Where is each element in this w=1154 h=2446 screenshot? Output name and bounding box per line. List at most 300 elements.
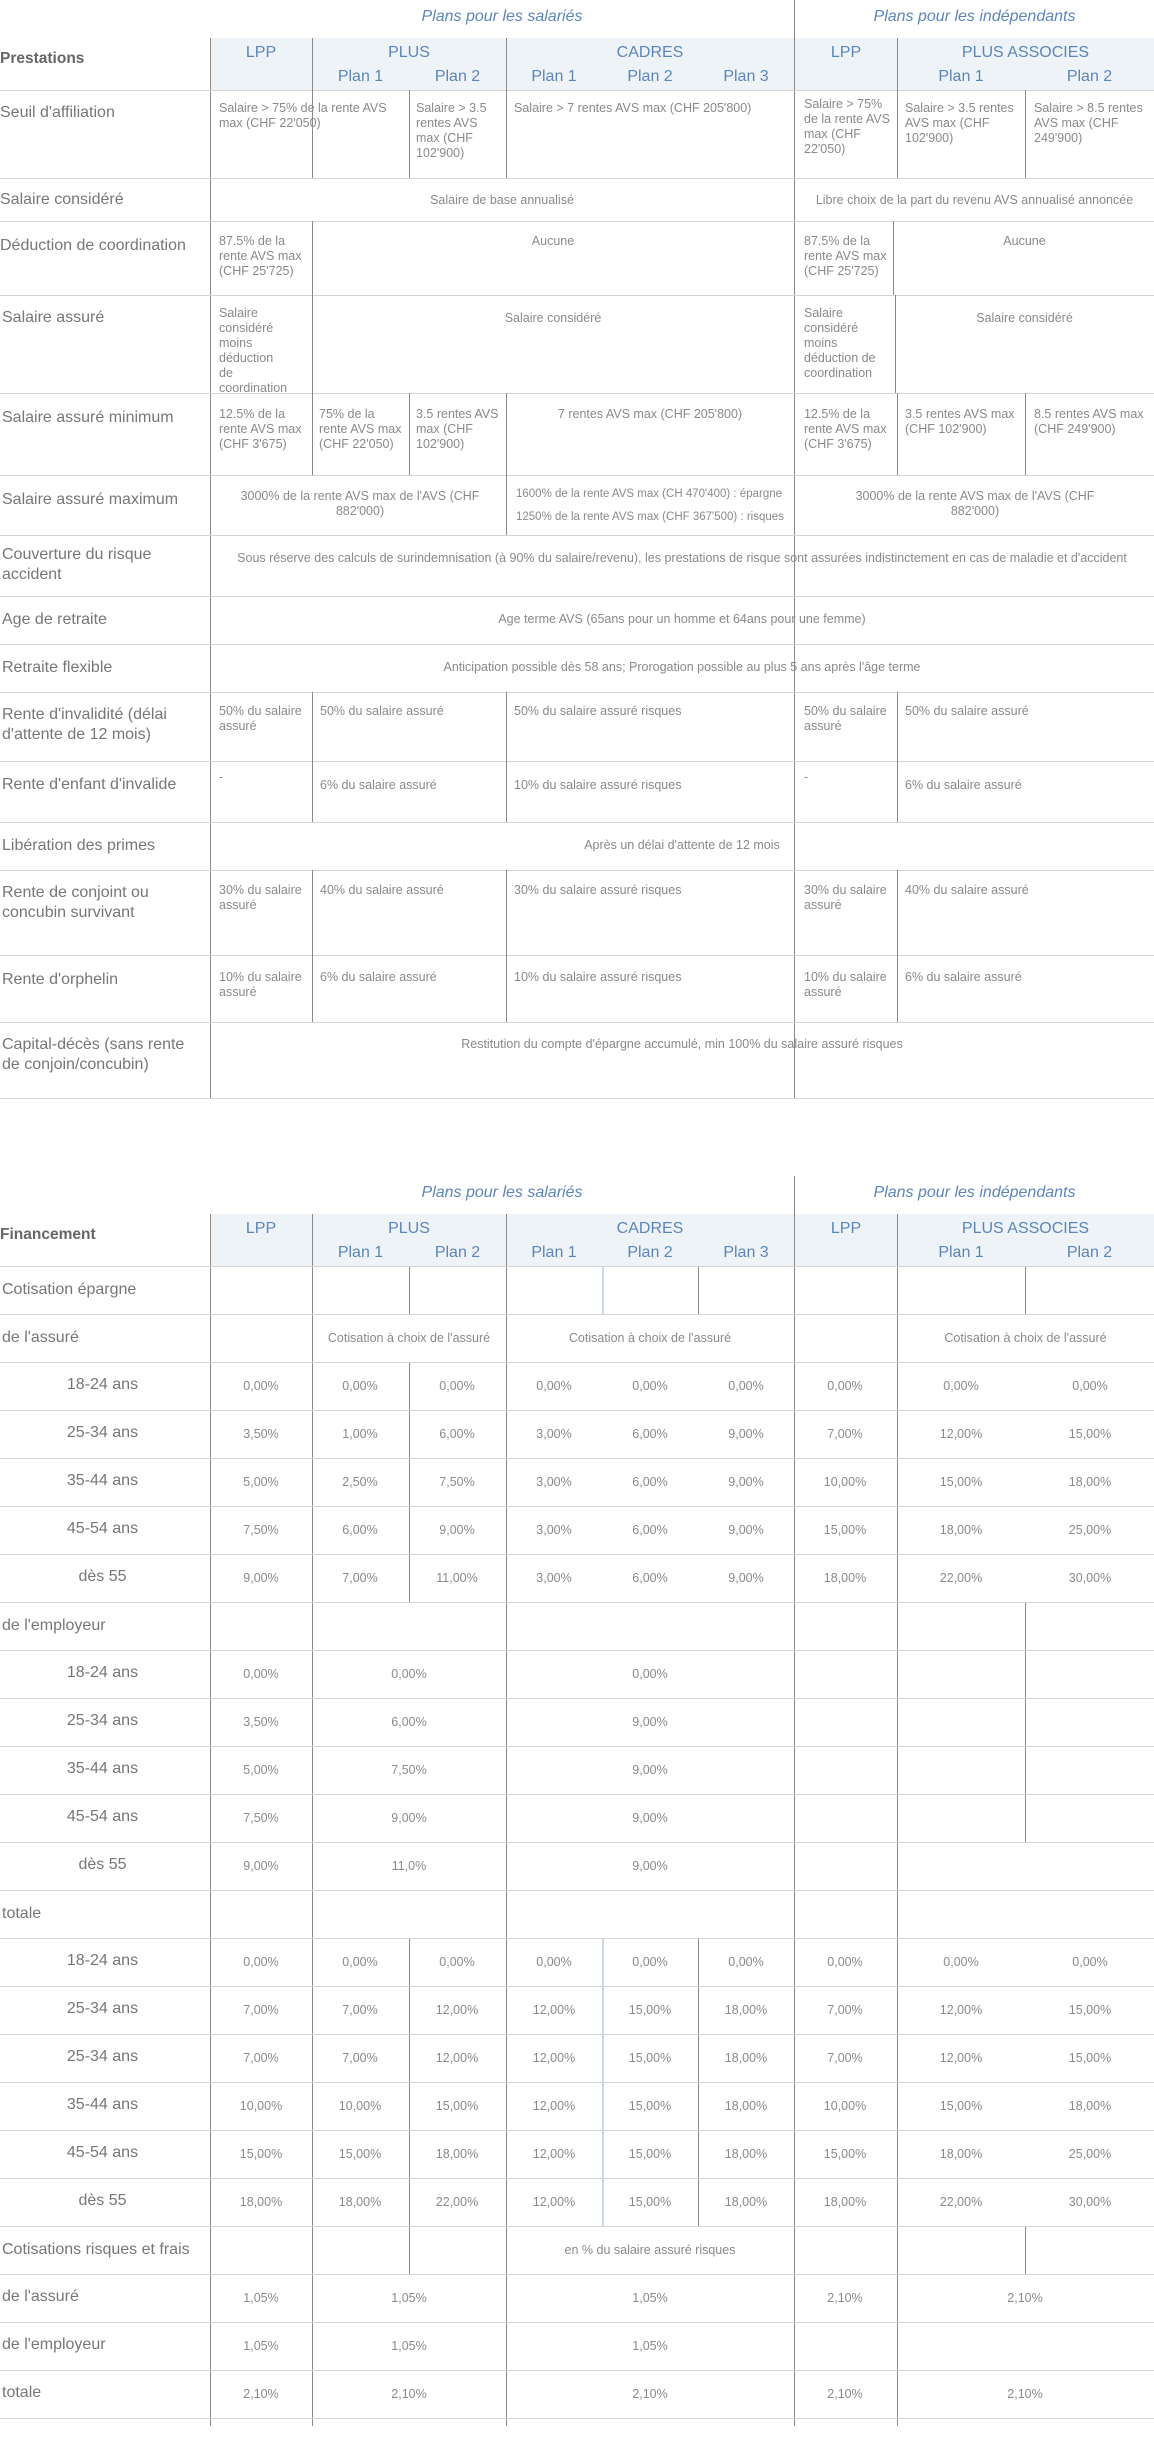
row-separator (0, 761, 1154, 762)
cell-invalidite-plus: 50% du salaire assuré (320, 704, 444, 718)
employeur-value-cell: 9,00% (632, 1811, 668, 1825)
row-separator (0, 2034, 1154, 2035)
risque-row-label: de l'assuré (2, 2288, 79, 2305)
cell-maximum-ind: 3000% de la rente AVS max de l'AVS (CHF 882'000) (855, 489, 1095, 518)
totale-value-cell: 18,00% (939, 2147, 983, 2161)
row-separator (0, 2178, 1154, 2179)
assure-value-cell: 9,00% (728, 1475, 764, 1489)
assure-value-cell: 5,00% (243, 1475, 279, 1489)
label-risques-frais: Cotisations risques et frais (2, 2241, 190, 2258)
totale-value-cell: 0,00% (243, 1955, 279, 1969)
assure-value-cell: 0,00% (943, 1379, 979, 1393)
row-separator (0, 2370, 1154, 2371)
row-label-maximum: Salaire assuré maximum (2, 491, 179, 508)
row-label-invalidite: Rente d'invalidité (délai d'attente de 12 mois) (2, 706, 167, 743)
employeur-value-cell: 7,50% (391, 1763, 427, 1777)
assure-value-cell: 2,50% (342, 1475, 378, 1489)
totale-value-cell: 12,00% (435, 2051, 479, 2065)
divider (895, 295, 896, 393)
cell-coordination-ind: Aucune (1003, 234, 1046, 248)
fin-col-cadres: CADRES (616, 1220, 684, 1237)
totale-value-cell: 0,00% (632, 1955, 668, 1969)
employeur-value-cell: 9,00% (632, 1859, 668, 1873)
divider (312, 221, 313, 295)
totale-value-cell: 18,00% (724, 2195, 768, 2209)
row-separator (0, 1890, 1154, 1891)
row-label-orphelin: Rente d'orphelin (2, 971, 119, 988)
cell-flexible: Anticipation possible dès 58 ans; Prorogation possible au plus 5 ans après l'âge terme (443, 660, 921, 674)
divider (312, 692, 313, 761)
risque-value-cell: 2,10% (1007, 2387, 1043, 2401)
divider (897, 870, 898, 955)
row-label-enfant: Rente d'enfant d'invalide (2, 776, 177, 793)
divider (312, 761, 313, 822)
divider (893, 221, 894, 295)
cell-minimum-plus2: 3.5 rentes AVS max (CHF 102'900) (416, 407, 499, 451)
totale-value-cell: 18,00% (338, 2195, 382, 2209)
divider (409, 90, 410, 178)
cell-enfant-ind: 6% du salaire assuré (905, 778, 1022, 792)
employeur-value-cell: 5,00% (243, 1763, 279, 1777)
row-label-couverture: Couverture du risque accident (2, 546, 152, 583)
assure-value-cell: 25,00% (1068, 1523, 1112, 1537)
assure-value-cell: 6,00% (342, 1523, 378, 1537)
totale-value-cell: 12,00% (532, 2195, 576, 2209)
divider (897, 955, 898, 1022)
cell-retraite: Age terme AVS (65ans pour un homme et 64ans pour une femme) (498, 612, 866, 626)
totale-value-cell: 15,00% (628, 2147, 672, 2161)
row-label-assure: Salaire assuré (2, 309, 105, 326)
divider (1025, 90, 1026, 178)
employeur-value-cell: 3,50% (243, 1715, 279, 1729)
cell-minimum-ind-p1: 3.5 rentes AVS max (CHF 102'900) (905, 407, 1015, 436)
employeur-value-cell: 11,0% (391, 1859, 427, 1873)
risque-value-cell: 1,05% (632, 2291, 668, 2305)
section-title-prestations: Prestations (0, 50, 85, 67)
totale-value-cell: 0,00% (1072, 1955, 1108, 1969)
cell-minimum-ind-p2: 8.5 rentes AVS max (CHF 249'900) (1034, 407, 1144, 436)
totale-age-label: 18-24 ans (66, 1952, 139, 1969)
assure-value-cell: 0,00% (632, 1379, 668, 1393)
assure-value-cell: 3,00% (536, 1427, 572, 1441)
employeur-value-cell: 9,00% (391, 1811, 427, 1825)
row-separator (0, 1554, 1154, 1555)
totale-value-cell: 18,00% (724, 2003, 768, 2017)
cell-maximum-cadres-risques: 1250% de la rente AVS max (CHF 367'500) : risques (516, 511, 784, 523)
risque-value-cell: 2,10% (632, 2387, 668, 2401)
totale-value-cell: 18,00% (724, 2147, 768, 2161)
risque-value-cell: 2,10% (827, 2387, 863, 2401)
col-lpp: LPP (245, 44, 277, 61)
assure-value-cell: 6,00% (632, 1427, 668, 1441)
divider (312, 870, 313, 955)
cell-assure-ind-lpp: Salaire considéré moins déduction de coordination (804, 306, 876, 380)
cell-couverture: Sous réserve des calculs de surindemnisation (à 90% du salaire/revenu), les prestations de risque sont assurées indistinctement en cas de maladie et d'accident (237, 551, 1127, 565)
assure-value-cell: 6,00% (439, 1427, 475, 1441)
totale-value-cell: 22,00% (435, 2195, 479, 2209)
assure-value-cell: 0,00% (827, 1379, 863, 1393)
cell-orphelin-plus: 6% du salaire assuré (320, 970, 437, 984)
totale-value-cell: 7,00% (342, 2051, 378, 2065)
divider (409, 1266, 410, 1314)
totale-age-label: 35-44 ans (66, 2096, 139, 2113)
cell-assure-ind: Salaire considéré (976, 311, 1073, 325)
col-cadres: CADRES (616, 44, 684, 61)
row-separator (0, 1266, 1154, 1267)
cell-conjoint-ind: 40% du salaire assuré (905, 883, 1029, 897)
cell-assure-sal: Salaire considéré (504, 311, 602, 325)
assure-age-label: 25-34 ans (66, 1424, 139, 1441)
row-separator (0, 596, 1154, 597)
assure-value-cell: 1,00% (342, 1427, 378, 1441)
note-risques: en % du salaire assuré risques (564, 2243, 736, 2257)
totale-value-cell: 15,00% (939, 2099, 983, 2113)
totale-value-cell: 12,00% (939, 2003, 983, 2017)
totale-value-cell: 15,00% (1068, 2051, 1112, 2065)
cell-deces: Restitution du compte d'épargne accumulé, min 100% du salaire assuré risques (461, 1037, 903, 1051)
totale-value-cell: 10,00% (239, 2099, 283, 2113)
totale-value-cell: 12,00% (435, 2003, 479, 2017)
assure-value-cell: 6,00% (632, 1523, 668, 1537)
cell-seuil-ind-lpp: Salaire > 75% de la rente AVS max (CHF 22'050) (804, 97, 890, 156)
cell-liberation: Après un délai d'attente de 12 mois (584, 838, 780, 852)
assure-value-cell: 0,00% (243, 1379, 279, 1393)
totale-value-cell: 12,00% (532, 2099, 576, 2113)
assure-value-cell: 9,00% (728, 1571, 764, 1585)
totale-value-cell: 15,00% (628, 2051, 672, 2065)
divider (506, 692, 507, 761)
assure-value-cell: 18,00% (1068, 1475, 1112, 1489)
cell-enfant-plus: 6% du salaire assuré (320, 778, 437, 792)
assure-value-cell: 15,00% (823, 1523, 867, 1537)
row-separator (0, 2082, 1154, 2083)
totale-value-cell: 18,00% (724, 2099, 768, 2113)
divider (506, 870, 507, 955)
note-choix-associes: Cotisation à choix de l'assuré (944, 1331, 1107, 1345)
row-separator (0, 221, 1154, 222)
divider (506, 38, 507, 90)
cell-seuil-lpp: Salaire > 75% de la rente AVS max (CHF 22'050) (219, 101, 387, 130)
cell-invalidite-ind-lpp: 50% du salaire assuré (804, 704, 887, 733)
row-label-flexible: Retraite flexible (2, 659, 113, 676)
fin-col-plus-plan2: Plan 2 (434, 1244, 481, 1261)
row-separator (0, 822, 1154, 823)
row-separator (0, 1314, 1154, 1315)
totale-value-cell: 0,00% (342, 1955, 378, 1969)
fin-header-plans-independants: Plans pour les indépendants (873, 1184, 1076, 1201)
row-separator (0, 535, 1154, 536)
totale-value-cell: 0,00% (536, 1955, 572, 1969)
divider (506, 393, 507, 475)
risque-value-cell: 2,10% (391, 2387, 427, 2401)
assure-value-cell: 6,00% (632, 1475, 668, 1489)
fin-col-plus-associes: PLUS ASSOCIES (961, 1220, 1090, 1237)
divider (897, 692, 898, 761)
assure-value-cell: 0,00% (439, 1379, 475, 1393)
totale-value-cell: 7,00% (243, 2003, 279, 2017)
cell-minimum-lpp: 12.5% de la rente AVS max (CHF 3'675) (219, 407, 302, 451)
row-separator (0, 870, 1154, 871)
totale-value-cell: 25,00% (1068, 2147, 1112, 2161)
cell-seuil-ind-p2: Salaire > 8.5 rentes AVS max (CHF 249'900) (1034, 101, 1143, 145)
cell-conjoint-ind-lpp: 30% du salaire assuré (804, 883, 887, 912)
employeur-age-label: 18-24 ans (66, 1664, 139, 1681)
cell-orphelin-cadres: 10% du salaire assuré risques (514, 970, 682, 984)
risque-value-cell: 2,10% (827, 2291, 863, 2305)
section-title-financement: Financement (0, 1226, 96, 1243)
divider (210, 1214, 211, 2426)
totale-age-label: 45-54 ans (66, 2144, 139, 2161)
totale-value-cell: 12,00% (532, 2003, 576, 2017)
totale-value-cell: 0,00% (827, 1955, 863, 1969)
assure-value-cell: 30,00% (1068, 1571, 1112, 1585)
assure-value-cell: 3,00% (536, 1571, 572, 1585)
totale-value-cell: 10,00% (823, 2099, 867, 2113)
divider (1025, 1602, 1026, 1842)
assure-value-cell: 0,00% (536, 1379, 572, 1393)
divider (506, 475, 507, 535)
cell-minimum-ind-lpp: 12.5% de la rente AVS max (CHF 3'675) (804, 407, 887, 451)
divider (312, 1214, 313, 2426)
header-plans-independants: Plans pour les indépendants (873, 8, 1076, 25)
assure-value-cell: 7,00% (827, 1427, 863, 1441)
divider (506, 90, 507, 178)
risque-row-label: de l'employeur (2, 2336, 106, 2353)
totale-value-cell: 7,00% (243, 2051, 279, 2065)
assure-age-label: dès 55 (78, 1568, 127, 1585)
row-separator (0, 1602, 1154, 1603)
cell-conjoint-plus: 40% du salaire assuré (320, 883, 444, 897)
cell-orphelin-ind: 6% du salaire assuré (905, 970, 1022, 984)
assure-value-cell: 0,00% (342, 1379, 378, 1393)
row-label-liberation: Libération des primes (2, 837, 155, 854)
divider (312, 295, 313, 393)
divider (409, 393, 410, 475)
row-separator (0, 1650, 1154, 1651)
row-separator (0, 1698, 1154, 1699)
risque-value-cell: 2,10% (243, 2387, 279, 2401)
col-cadres-plan1: Plan 1 (531, 68, 577, 85)
divider (506, 955, 507, 1022)
totale-value-cell: 15,00% (1068, 2003, 1112, 2017)
row-separator (0, 692, 1154, 693)
totale-age-label: dès 55 (78, 2192, 127, 2209)
assure-value-cell: 22,00% (939, 1571, 983, 1585)
row-label-retraite: Age de retraite (2, 611, 107, 628)
row-label-minimum: Salaire assuré minimum (2, 409, 174, 426)
row-separator (0, 1362, 1154, 1363)
row-separator (0, 2130, 1154, 2131)
fin-col-lpp: LPP (245, 1220, 277, 1237)
assure-value-cell: 11,00% (436, 1571, 478, 1585)
divider (1025, 393, 1026, 475)
assure-value-cell: 3,00% (536, 1523, 572, 1537)
cell-considere-ind: Libre choix de la part du revenu AVS annualisé annoncée (815, 193, 1134, 207)
header-plans-salaries: Plans pour les salariés (421, 8, 583, 25)
cell-enfant-ind-lpp: - (804, 770, 809, 784)
totale-value-cell: 7,00% (827, 2051, 863, 2065)
assure-value-cell: 3,00% (536, 1475, 572, 1489)
employeur-value-cell: 9,00% (243, 1859, 279, 1873)
col-plus-plan2: Plan 2 (434, 68, 481, 85)
divider (698, 1266, 699, 1314)
assure-value-cell: 7,50% (243, 1523, 279, 1537)
assure-value-cell: 12,00% (939, 1427, 983, 1441)
totale-value-cell: 15,00% (628, 2003, 672, 2017)
col-plus-associes: PLUS ASSOCIES (961, 44, 1090, 61)
fin-header-plans-salaries: Plans pour les salariés (421, 1184, 583, 1201)
risque-value-cell: 1,05% (632, 2339, 668, 2353)
cell-assure-lpp: Salaire considéré moins déduction de coordination (219, 306, 288, 395)
cell-seuil-plus2: Salaire > 3.5 rentes AVS max (CHF 102'900) (416, 101, 487, 160)
assure-value-cell: 15,00% (939, 1475, 983, 1489)
row-label-considere: Salaire considéré (0, 191, 124, 208)
totale-value-cell: 15,00% (628, 2099, 672, 2113)
cell-minimum-plus1: 75% de la rente AVS max (CHF 22'050) (319, 407, 402, 451)
cell-orphelin-ind-lpp: 10% du salaire assuré (804, 970, 887, 999)
totale-value-cell: 0,00% (728, 1955, 764, 1969)
employeur-value-cell: 9,00% (632, 1715, 668, 1729)
assure-value-cell: 18,00% (823, 1571, 867, 1585)
divider (409, 2226, 410, 2274)
totale-value-cell: 18,00% (239, 2195, 283, 2209)
assure-value-cell: 9,00% (728, 1427, 764, 1441)
totale-value-cell: 7,00% (827, 2003, 863, 2017)
row-separator (0, 1794, 1154, 1795)
assure-value-cell: 9,00% (243, 1571, 279, 1585)
row-separator (0, 2418, 1154, 2419)
cell-conjoint-cadres: 30% du salaire assuré risques (514, 883, 682, 897)
row-separator (0, 1986, 1154, 1987)
assure-age-label: 35-44 ans (66, 1472, 139, 1489)
risque-value-cell: 1,05% (391, 2291, 427, 2305)
divider (897, 761, 898, 822)
row-separator (0, 295, 1154, 296)
fin-col-plus: PLUS (388, 1220, 430, 1237)
row-separator (0, 1746, 1154, 1747)
divider (897, 1214, 898, 2426)
col-plus-plan1: Plan 1 (337, 68, 384, 85)
totale-value-cell: 7,00% (342, 2003, 378, 2017)
cell-enfant-cadres: 10% du salaire assuré risques (514, 778, 682, 792)
row-separator (0, 1506, 1154, 1507)
employeur-value-cell: 7,50% (243, 1811, 279, 1825)
fin-col-assoc-plan1: Plan 1 (938, 1244, 984, 1261)
totale-age-label: 25-34 ans (66, 2048, 139, 2065)
row-separator (0, 2274, 1154, 2275)
totale-value-cell: 0,00% (943, 1955, 979, 1969)
employeur-age-label: 35-44 ans (66, 1760, 139, 1777)
employeur-age-label: dès 55 (78, 1856, 127, 1873)
label-de-employeur: de l'employeur (2, 1617, 106, 1634)
risque-value-cell: 1,05% (243, 2339, 279, 2353)
fin-col-lpp-ind: LPP (830, 1220, 862, 1237)
totale-value-cell: 18,00% (724, 2051, 768, 2065)
totale-value-cell: 15,00% (435, 2099, 479, 2113)
row-label-deces: Capital-décès (sans rente de conjoin/concubin) (2, 1036, 185, 1073)
cell-seuil-ind-p1: Salaire > 3.5 rentes AVS max (CHF 102'900) (905, 101, 1014, 145)
assure-value-cell: 6,00% (632, 1571, 668, 1585)
assure-age-label: 18-24 ans (66, 1376, 139, 1393)
divider (897, 393, 898, 475)
col-assoc-plan1: Plan 1 (938, 68, 984, 85)
fin-col-plus-plan1: Plan 1 (337, 1244, 384, 1261)
col-plus: PLUS (388, 44, 430, 61)
employeur-value-cell: 9,00% (632, 1763, 668, 1777)
divider (409, 1362, 410, 1602)
label-cotisation-epargne: Cotisation épargne (2, 1281, 137, 1298)
assure-age-label: 45-54 ans (66, 1520, 139, 1537)
employeur-age-label: 45-54 ans (66, 1808, 139, 1825)
divider (1025, 1266, 1026, 1314)
col-cadres-plan2: Plan 2 (627, 68, 673, 85)
row-label-coordination: Déduction de coordination (0, 237, 186, 254)
fin-col-assoc-plan2: Plan 2 (1066, 1244, 1113, 1261)
assure-value-cell: 9,00% (439, 1523, 475, 1537)
cell-minimum-cadres: 7 rentes AVS max (CHF 205'800) (557, 407, 743, 421)
label-de-assure: de l'assuré (2, 1329, 79, 1346)
row-separator (0, 955, 1154, 956)
row-label-conjoint: Rente de conjoint ou concubin survivant (2, 884, 149, 921)
label-totale: totale (2, 1905, 42, 1922)
totale-value-cell: 15,00% (239, 2147, 283, 2161)
cell-orphelin-lpp: 10% du salaire assuré (219, 970, 302, 999)
row-separator (0, 1410, 1154, 1411)
row-separator (0, 1098, 1154, 1099)
assure-value-cell: 9,00% (728, 1523, 764, 1537)
divider (312, 38, 313, 90)
col-cadres-plan3: Plan 3 (723, 68, 769, 85)
row-separator (0, 178, 1154, 179)
row-separator (0, 644, 1154, 645)
note-choix-cadres: Cotisation à choix de l'assuré (568, 1331, 732, 1345)
divider (506, 761, 507, 822)
divider (897, 90, 898, 178)
totale-value-cell: 30,00% (1068, 2195, 1112, 2209)
totale-value-cell: 18,00% (1068, 2099, 1112, 2113)
assure-value-cell: 7,00% (342, 1571, 378, 1585)
assure-value-cell: 7,50% (439, 1475, 475, 1489)
divider (312, 955, 313, 1022)
divider (794, 0, 795, 1098)
totale-value-cell: 18,00% (823, 2195, 867, 2209)
cell-invalidite-ind: 50% du salaire assuré (905, 704, 1029, 718)
employeur-age-label: 25-34 ans (66, 1712, 139, 1729)
col-assoc-plan2: Plan 2 (1066, 68, 1113, 85)
row-separator (0, 2226, 1154, 2227)
assure-value-cell: 3,50% (243, 1427, 279, 1441)
totale-value-cell: 10,00% (338, 2099, 382, 2113)
cell-enfant-lpp: - (219, 770, 224, 784)
assure-value-cell: 0,00% (1072, 1379, 1108, 1393)
employeur-value-cell: 0,00% (632, 1667, 668, 1681)
totale-value-cell: 15,00% (338, 2147, 382, 2161)
row-separator (0, 475, 1154, 476)
cell-seuil-cadres: Salaire > 7 rentes AVS max (CHF 205'800) (514, 101, 752, 115)
totale-value-cell: 0,00% (439, 1955, 475, 1969)
divider (312, 393, 313, 475)
cell-coordination-ind-lpp: 87.5% de la rente AVS max (CHF 25'725) (804, 234, 887, 278)
assure-value-cell: 10,00% (823, 1475, 867, 1489)
col-lpp-ind: LPP (830, 44, 862, 61)
employeur-value-cell: 0,00% (243, 1667, 279, 1681)
employeur-value-cell: 0,00% (391, 1667, 427, 1681)
fin-col-cadres-plan1: Plan 1 (531, 1244, 577, 1261)
employeur-value-cell: 6,00% (391, 1715, 427, 1729)
row-separator (0, 1022, 1154, 1023)
assure-value-cell: 18,00% (939, 1523, 983, 1537)
totale-value-cell: 18,00% (435, 2147, 479, 2161)
